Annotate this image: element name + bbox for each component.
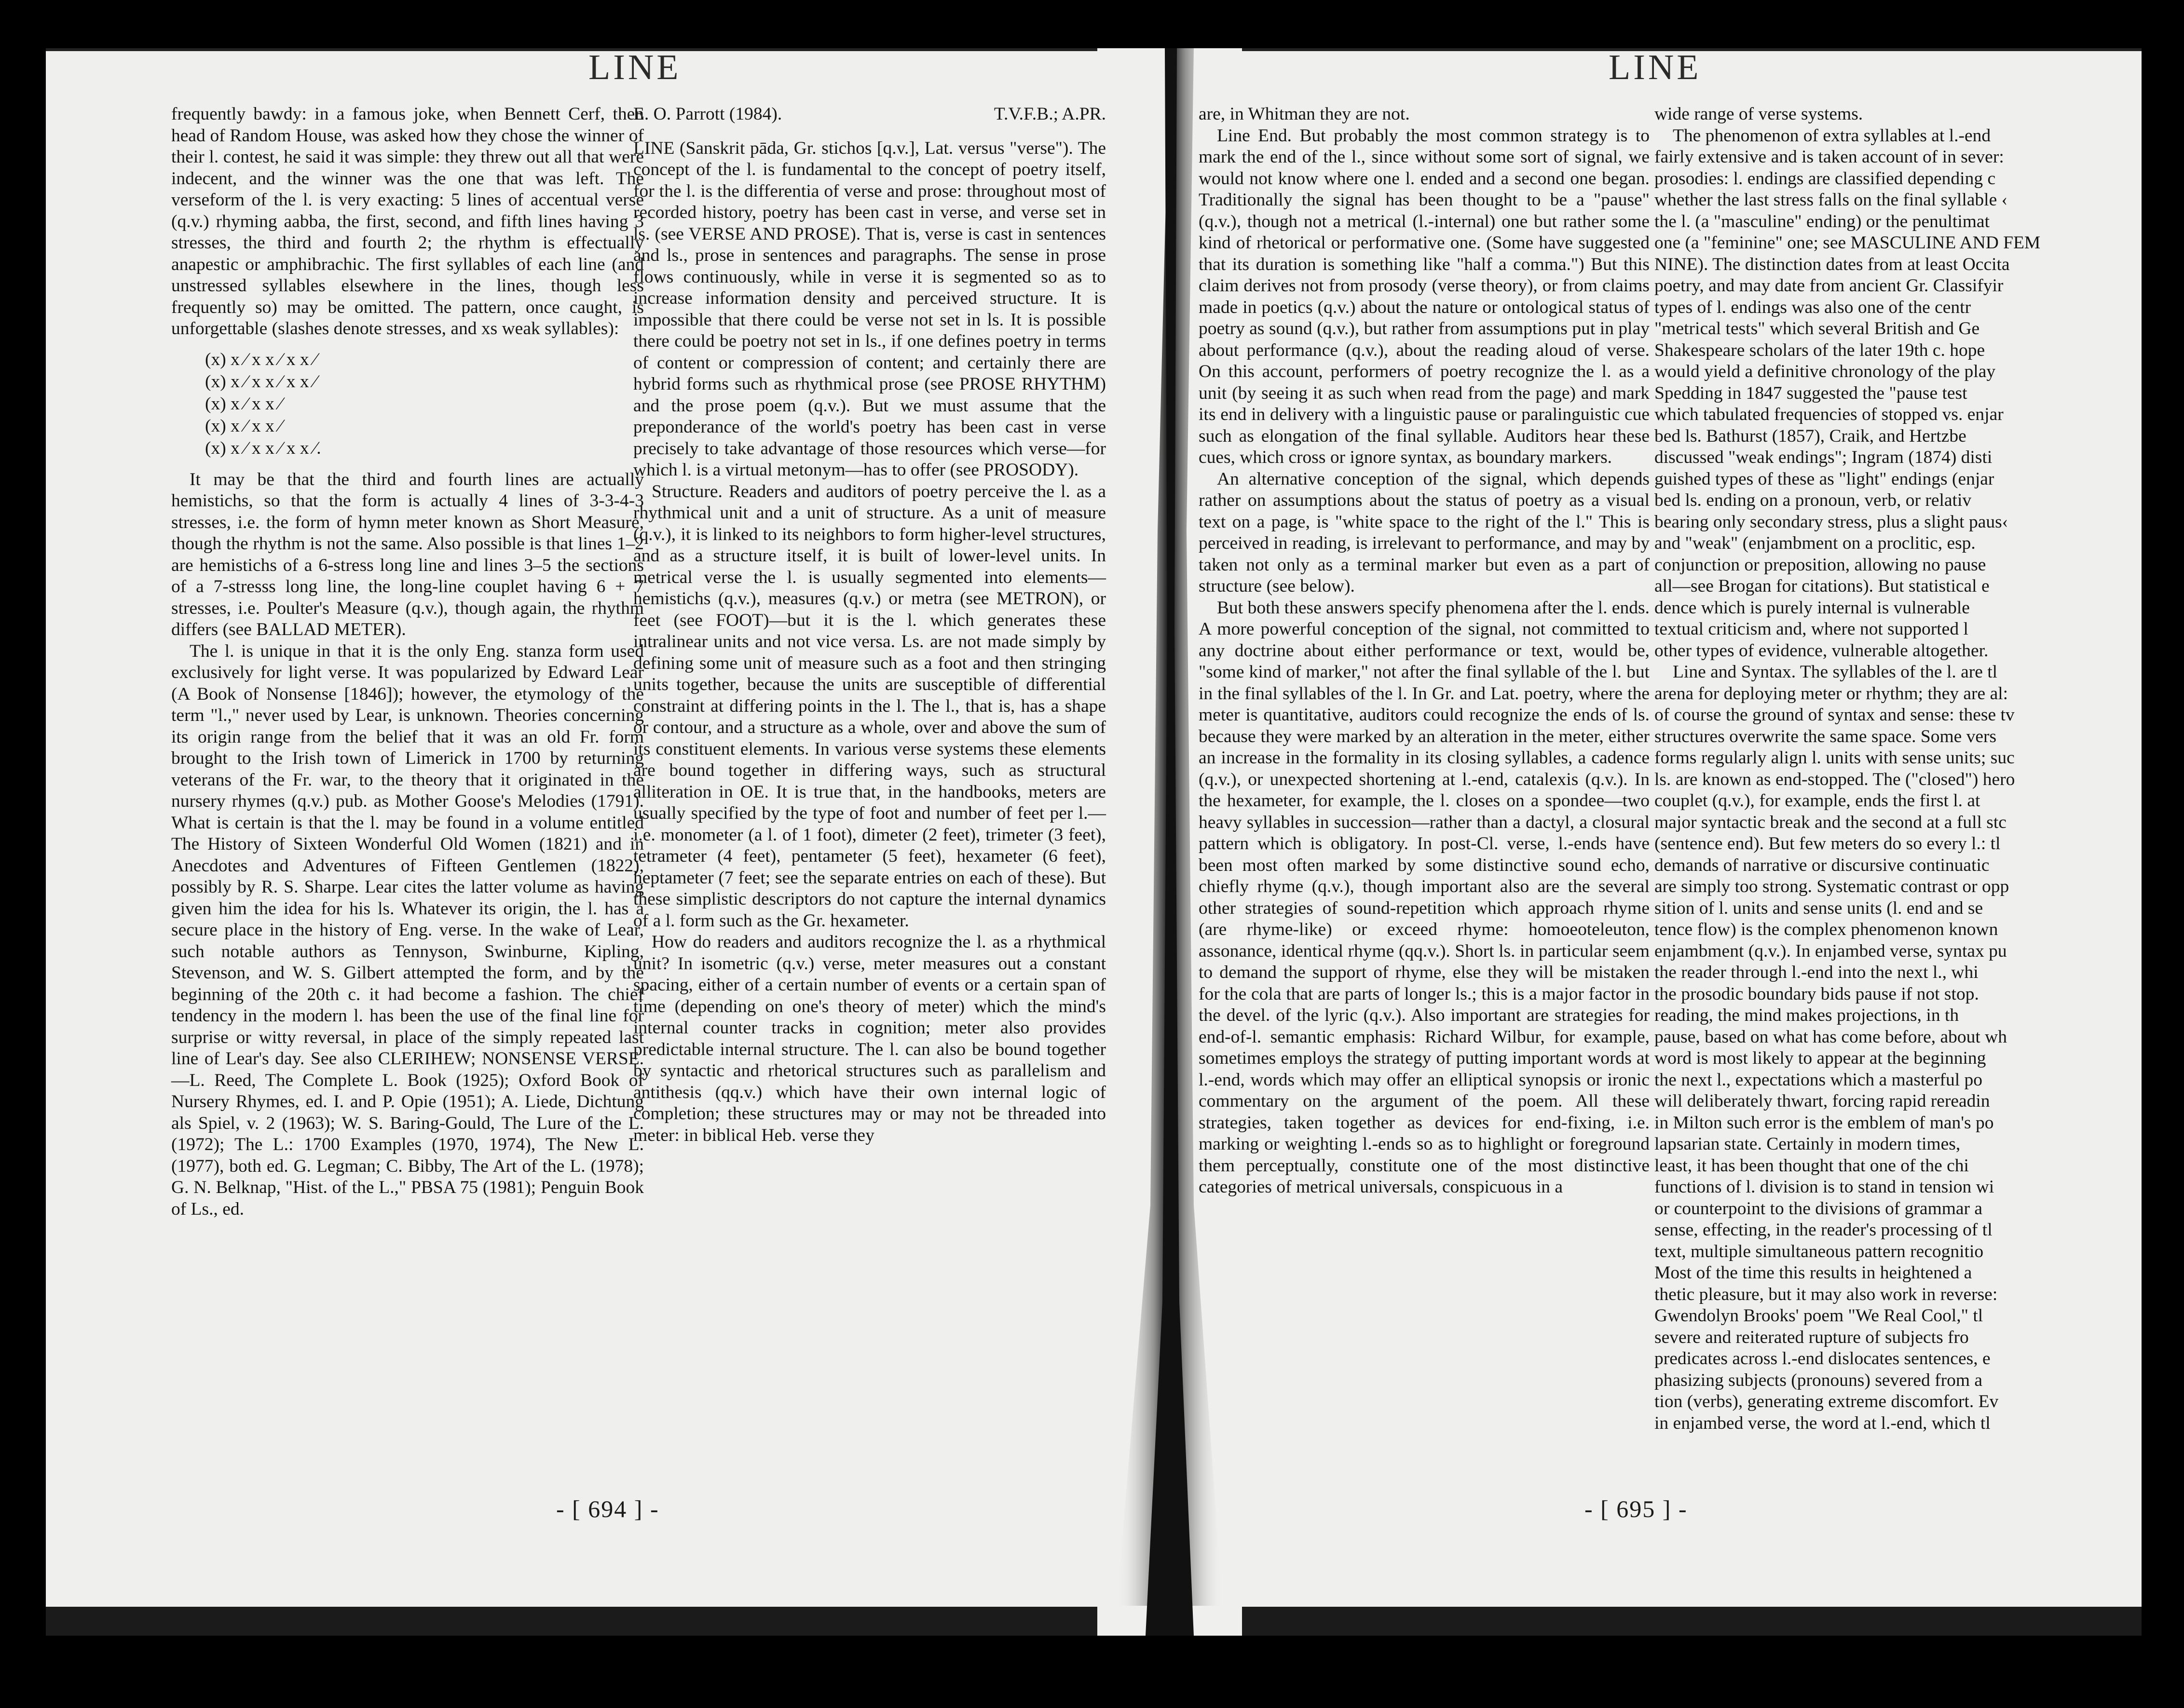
running-head-left: LINE <box>588 48 682 87</box>
cropped-line: wide range of verse systems. <box>1654 104 1863 124</box>
top-rule-left <box>46 48 1097 51</box>
cropped-line: tion (verbs), generating extreme discomfort. Ev <box>1654 1392 1999 1411</box>
paragraph: How do readers and auditors recognize the l. as a rhythmical unit? In isometric (q.v.) verse, meter measures out a constant spacing, either of a certain number of events or a certain span of time (depending on one's theory of meter) which the mind's internal counter tracks in cognition; meter also provides predictable internal structure. The l. can also be bound together by syntactic and rhetorical structures such as parallelism and antithesis (qq.v.) which have their own internal logic of completion; these structures may or may not be threaded into meter: in biblical Heb. verse they <box>633 932 1106 1145</box>
cropped-line: enjambment (q.v.). In enjambed verse, syntax pu <box>1654 941 2007 961</box>
paragraph: But both these answers specify phenomena after the l. ends. A more powerful conception of the signal, not committed to any doctrine about either performance or text, would be, "some kind of marker," not after the final syllable of the l. but in the final syllables of the l. In Gr. and Lat. poetry, where the meter is quantitative, auditors could recognize the ends of ls. because they were marked by an alteration in the meter, either an increase in the formality in its closing syllables, a cadence (q.v.), or unexpected shortening at l.-end, catalexis (q.v.). In the hexameter, for example, the l. closes on a spondee—two heavy syllables in succession—rather than a dactyl, a closural pattern which is obligatory. In post-Cl. verse, l.-ends have been most often marked by some distinctive sound echo, chiefly rhyme (q.v.), though important also are the several other strategies of sound-repetition which approach rhyme (are rhyme-like) or exceed rhyme: homoeoteleuton, assonance, identical rhyme (qq.v.). Short ls. in particular seem to demand the support of rhyme, else they will be mistaken for the cola that are parts of longer ls.; this is a major factor in the devel. of the lyric (q.v.). Also important are strategies for end-of-l. semantic emphasis: Richard Wilbur, for example, sometimes employs the strategy of putting important words at l.-end, words which may offer an elliptical synopsis or ironic commentary on the argument of the poem. All these strategies, taken together as devices for end-fixing, i.e. marking or weighting l.-ends so as to highlight or foreground them perceptually, constitute one of the most distinctive categories of metrical universals, conspicuous in a <box>1199 597 1650 1197</box>
scansion-line: (x) x ⁄ x x ⁄ x x ⁄ <box>205 349 317 369</box>
cropped-line: tence flow) is the complex phenomenon known <box>1654 920 1998 939</box>
cropped-line: are simply too strong. Systematic contrast or opp <box>1654 877 2009 896</box>
book-spread <box>46 48 2142 1636</box>
cropped-line: whether the last stress falls on the final syllable ‹ <box>1654 190 2008 210</box>
page-number-right: - [ 695 ] - <box>1584 1495 1688 1522</box>
cropped-line: demands of narrative or discursive continuatic <box>1654 855 1990 875</box>
cropped-line: ls. are known as end-stopped. The ("closed") hero <box>1654 769 2015 789</box>
cropped-line: which tabulated frequencies of stopped vs. enjar <box>1654 405 2004 424</box>
cropped-line: the l. (a "masculine" ending) or the penultimat <box>1654 211 1990 231</box>
page-number-left: - [ 694 ] - <box>556 1495 659 1522</box>
cropped-line: predicates across l.-end dislocates sentences, e <box>1654 1349 1991 1369</box>
cropped-line: would yield a definitive chronology of the play <box>1654 362 1996 381</box>
cropped-line: or counterpoint to the divisions of grammar a <box>1654 1198 1983 1219</box>
cropped-line: functions of l. division is to stand in tension wi <box>1654 1177 1994 1197</box>
cropped-line: pause, based on what has come before, about wh <box>1654 1027 2007 1047</box>
bottom-rule-right <box>1242 1607 2142 1636</box>
paragraph: An alternative conception of the signal, which depends rather on assumptions about the status of poetry as a visual text on a page, is "white space to the right of the l." This is perceived in reading, is irrelevant to performance, and may by taken not only as a terminal marker but even as a part of structure (see below). <box>1199 469 1650 596</box>
scansion-block <box>171 349 644 460</box>
cropped-line: severe and reiterated rupture of subjects fro <box>1654 1327 1969 1347</box>
cropped-line: bed ls. ending on a pronoun, verb, or relativ <box>1654 490 1972 510</box>
cropped-line: Most of the time this results in heightened a <box>1654 1263 1972 1283</box>
cropped-line: and "weak" (enjambment on a proclitic, esp. <box>1654 533 1976 553</box>
cropped-line: in enjambed verse, the word at l.-end, which tl <box>1654 1413 1991 1433</box>
author-initials: T.V.F.B.; A.PR. <box>994 104 1106 124</box>
running-head-right: LINE <box>1609 48 1702 87</box>
paragraph: The l. is unique in that it is the only Eng. stanza form used exclusively for light verse. It was popularized by Edward Lear (A Book of Nonsense [1846]); however, the etymology of the term "l.," never used by Lear, is unknown. Theories concerning its origin range from the belief that it was an old Fr. form brought to the Irish town of Limerick in 1700 by returning veterans of the Fr. war, to the theory that it originated in the nursery rhymes (q.v.) pub. as Mother Goose's Melodies (1791). What is certain is that the l. may be found in a volume entitled The History of Sixteen Wonderful Old Women (1821) and in Anecdotes and Adventures of Fifteen Gentlemen (1822), possibly by R. S. Sharpe. Lear cites the latter volume as having given him the idea for his ls. Whatever its origin, the l. has a secure place in the history of Eng. verse. In the wake of Lear, such notable authors as Tennyson, Swinburne, Kipling, Stevenson, and W. S. Gilbert attempted the form, and by the beginning of the 20th c. it had become a fashion. The chief tendency in the modern l. has been the use of the final line for surprise or witty reversal, in place of the simply repeated last line of Lear's day. See also CLERIHEW; NONSENSE VERSE.—L. Reed, The Complete L. Book (1925); Oxford Book of Nursery Rhymes, ed. I. and P. Opie (1951); A. Liede, Dichtung als Spiel, v. 2 (1963); W. S. Baring-Gould, The Lure of the L. (1972); The L.: 1700 Examples (1970, 1974), The New L. (1977), both ed. G. Legman; C. Bibby, The Art of the L. (1978); G. N. Belknap, "Hist. of the L.," PBSA 75 (1981); Penguin Book of Ls., ed. <box>171 641 644 1219</box>
cropped-line: Shakespeare scholars of the later 19th c. hope <box>1654 340 1985 360</box>
cropped-line: discussed "weak endings"; Ingram (1874) disti <box>1654 447 1993 467</box>
cropped-line: guished types of these as "light" endings (enjar <box>1654 469 1994 489</box>
cropped-line: prosodies: l. endings are classified depending c <box>1654 168 1996 189</box>
cropped-line: textual criticism and, where not supported l <box>1654 619 1968 639</box>
cropped-line: the reader through l.-end into the next l., whi <box>1654 962 1979 982</box>
cropped-line: poetry, and may date from ancient Gr. Classifyir <box>1654 276 2004 296</box>
cropped-line: in Milton such error is the emblem of man's po <box>1654 1112 1994 1133</box>
scansion-line: (x) x ⁄ x x ⁄ <box>205 416 282 436</box>
cropped-line: one (a "feminine" one; see MASCULINE AND FEM <box>1654 233 2041 253</box>
cropped-line: Line and Syntax. The syllables of the l. are tl <box>1673 662 1998 682</box>
cropped-line: structures overwrite the same space. Some vers <box>1654 726 1997 746</box>
entry-signature <box>633 104 1106 125</box>
cropped-line: dence which is purely internal is vulnerable <box>1654 597 1970 618</box>
cropped-line: least, it has been thought that one of the chi <box>1654 1155 1969 1176</box>
cropped-line: fairly extensive and is taken account of in sever: <box>1654 147 2004 167</box>
paragraph: Structure. Readers and auditors of poetry perceive the l. as a rhythmical unit and a unit of structure. As a unit of measure (q.v.), it is linked to its neighbors to form higher-level structures, and as a structure itself, it is built of lower-level units. In metrical verse the l. is usually segmented into elements—hemistichs (q.v.), measures (q.v.) or metra (see METRON), or feet (see FOOT)—but it is the l. which generates these intralinear units and not vice versa. Ls. are not made simply by defining some unit of measure such as a foot and then stringing units together, because the units are susceptible of differential constraint at differing points in the l. The l., that is, has a shape or contour, and a structure as a whole, over and above the sum of its constituent elements. In various verse systems these elements are bound together in differing ways, such as structural alliteration in OE. It is true that, in the handbooks, meters are usually specified by the type of foot and number of feet per l.—i.e. monometer (a l. of 1 foot), dimeter (2 feet), trimeter (3 feet), tetrameter (4 feet), pentameter (5 feet), hexameter (6 feet), heptameter (7 feet; see the separate entries on each of these). But these simplistic descriptors do not capture the internal dynamics of a l. form such as the Gr. hexameter. <box>633 481 1106 931</box>
cropped-line: conjunction or preposition, allowing no pause <box>1654 555 1986 575</box>
left-page-column-2 <box>633 104 1106 1526</box>
cropped-line: lapsarian state. Certainly in modern times, <box>1654 1134 1961 1154</box>
cropped-line: Spedding in 1847 suggested the "pause test <box>1654 383 1967 403</box>
cropped-line: bearing only secondary stress, plus a slight paus‹ <box>1654 512 2008 532</box>
cropped-line: types of l. endings was also one of the centr <box>1654 297 1971 317</box>
bottom-rule-left <box>46 1607 1097 1636</box>
scansion-line: (x) x ⁄ x x ⁄ x x ⁄. <box>205 438 321 458</box>
cropped-line: all—see Brogan for citations). But statistical e <box>1654 576 1990 596</box>
scansion-line: (x) x ⁄ x x ⁄ <box>205 393 282 414</box>
cropped-line: forms regularly align l. units with sense units; suc <box>1654 748 2015 768</box>
cropped-line: NINE). The distinction dates from at least Occita <box>1654 254 2010 274</box>
cropped-line: reading, the mind makes projections, in th <box>1654 1005 1959 1025</box>
paragraph: are, in Whitman they are not. <box>1199 104 1410 124</box>
paragraph: frequently bawdy: in a famous joke, when Bennett Cerf, then head of Random House, was asked how they chose the winner of their l. contest, he said it was simple: they threw out all that were indecent, and the winner was the one that was left. The verseform of the l. is very exacting: 5 lines of accentual verse (q.v.) rhyming aabba, the first, second, and fifth lines having 3 stresses, the third and fourth 2; the rhythm is effectually anapestic or amphibrachic. The first syllables of each line (and unstressed syllables elsewhere in the lines, though less frequently so) may be omitted. The pattern, once caught, is unforgettable (slashes denote stresses, and xs weak syllables): <box>171 104 644 339</box>
cropped-line: will deliberately thwart, forcing rapid rereadin <box>1654 1091 1990 1111</box>
cropped-line: sense, effecting, in the reader's processing of tl <box>1654 1220 1993 1240</box>
cropped-line: (sentence end). But few meters do so every l.: tl <box>1654 834 2001 854</box>
cropped-line: Gwendolyn Brooks' poem "We Real Cool," tl <box>1654 1306 1983 1326</box>
cropped-line: The phenomenon of extra syllables at l.-end <box>1673 125 1991 146</box>
cropped-line: the prosodic boundary bids pause if not stop. <box>1654 984 1979 1004</box>
cropped-line: the next l., expectations which a masterful po <box>1654 1070 1982 1090</box>
cropped-line: arena for deploying meter or rhythm; they are al: <box>1654 683 2008 704</box>
paragraph: It may be that the third and fourth lines are actually hemistichs, so that the form is actually 4 lines of 3-3-4-3 stresses, i.e. the form of hymn meter known as Short Measure, though the rhythm is not the same. Also possible is that lines 1–2 are hemistichs of a 6-stress long line and lines 3–5 the sections of a 7-stresss long line, the long-line couplet having 6 + 7 stresses, i.e. Poulter's Measure (q.v.), though again, the rhythm differs (see BALLAD METER). <box>171 469 644 639</box>
entry-heading-paragraph: LINE (Sanskrit pāda, Gr. stichos [q.v.], Lat. versus "verse"). The concept of the l. is fundamental to the concept of poetry itself, for the l. is the differentia of verse and prose: throughout most of recorded history, poetry has been cast in verse, and verse set in ls. (see VERSE AND PROSE). That is, verse is cast in sentences and ls., prose in sentences and paragraphs. The sense in prose flows continuously, while in verse it is segmented so as to increase information density and perceived structure. It is impossible that there could be verse not set in ls. It is possible there could be poetry not set in ls., if one defines poetry in terms of content or compression of content; and certainly there are hybrid forms such as rhythmical prose (see PROSE RHYTHM) and the prose poem (q.v.). But we must assume that the preponderance of the world's poetry has been cast in verse precisely to take advantage of those resources which verse—for which l. is a virtual metonym—has to offer (see PROSODY). <box>633 138 1106 480</box>
bibliography-tail: E. O. Parrott (1984). <box>633 104 782 124</box>
cropped-line: text, multiple simultaneous pattern recognitio <box>1654 1241 1984 1261</box>
cropped-line: major syntactic break and the second at a full stc <box>1654 812 2007 832</box>
left-page-column-1 <box>171 104 644 1526</box>
cropped-line: sition of l. units and sense units (l. end and se <box>1654 898 1983 918</box>
paragraph: Line End. But probably the most common strategy is to mark the end of the l., since without some sort of signal, we would not know where one l. ended and a second one began. Traditionally the signal has been thought to be a "pause" (q.v.), though not a metrical (l.-internal) one but rather some kind of rhetorical or performative one. (Some have suggested that its duration is something like "half a comma.") But this claim derives not from prosody (verse theory), or from claims made in poetics (q.v.) about the nature or ontological status of poetry as sound (q.v.), but rather from assumptions put in play about performance (q.v.), about the reading aloud of verse. On this account, performers of poetry recognize the l. as a unit (by seeing it as such when read from the page) and mark its end in delivery with a linguistic pause or paralinguistic cue such as elongation of the final syllable. Auditors hear these cues, which cross or ignore syntax, as boundary markers. <box>1199 125 1650 467</box>
cropped-line: couplet (q.v.), for example, ends the first l. at <box>1654 791 1980 811</box>
cropped-line: other types of evidence, vulnerable altogether. <box>1654 640 1989 661</box>
cropped-line: bed ls. Bathurst (1857), Craik, and Hertzbe <box>1654 426 1966 446</box>
cropped-line: word is most likely to appear at the beginning <box>1654 1048 1986 1068</box>
right-page-column-1 <box>1199 104 1650 1526</box>
cropped-line: "metrical tests" which several British and Ge <box>1654 319 1980 339</box>
scansion-line: (x) x ⁄ x x ⁄ x x ⁄ <box>205 371 317 392</box>
cropped-line: phasizing subjects (pronouns) severed from a <box>1654 1370 1983 1390</box>
cropped-line: of course the ground of syntax and sense: these tv <box>1654 705 2015 725</box>
right-page-column-2-cropped <box>1654 104 2142 1526</box>
cropped-line: thetic pleasure, but it may also work in reverse: <box>1654 1284 1998 1304</box>
